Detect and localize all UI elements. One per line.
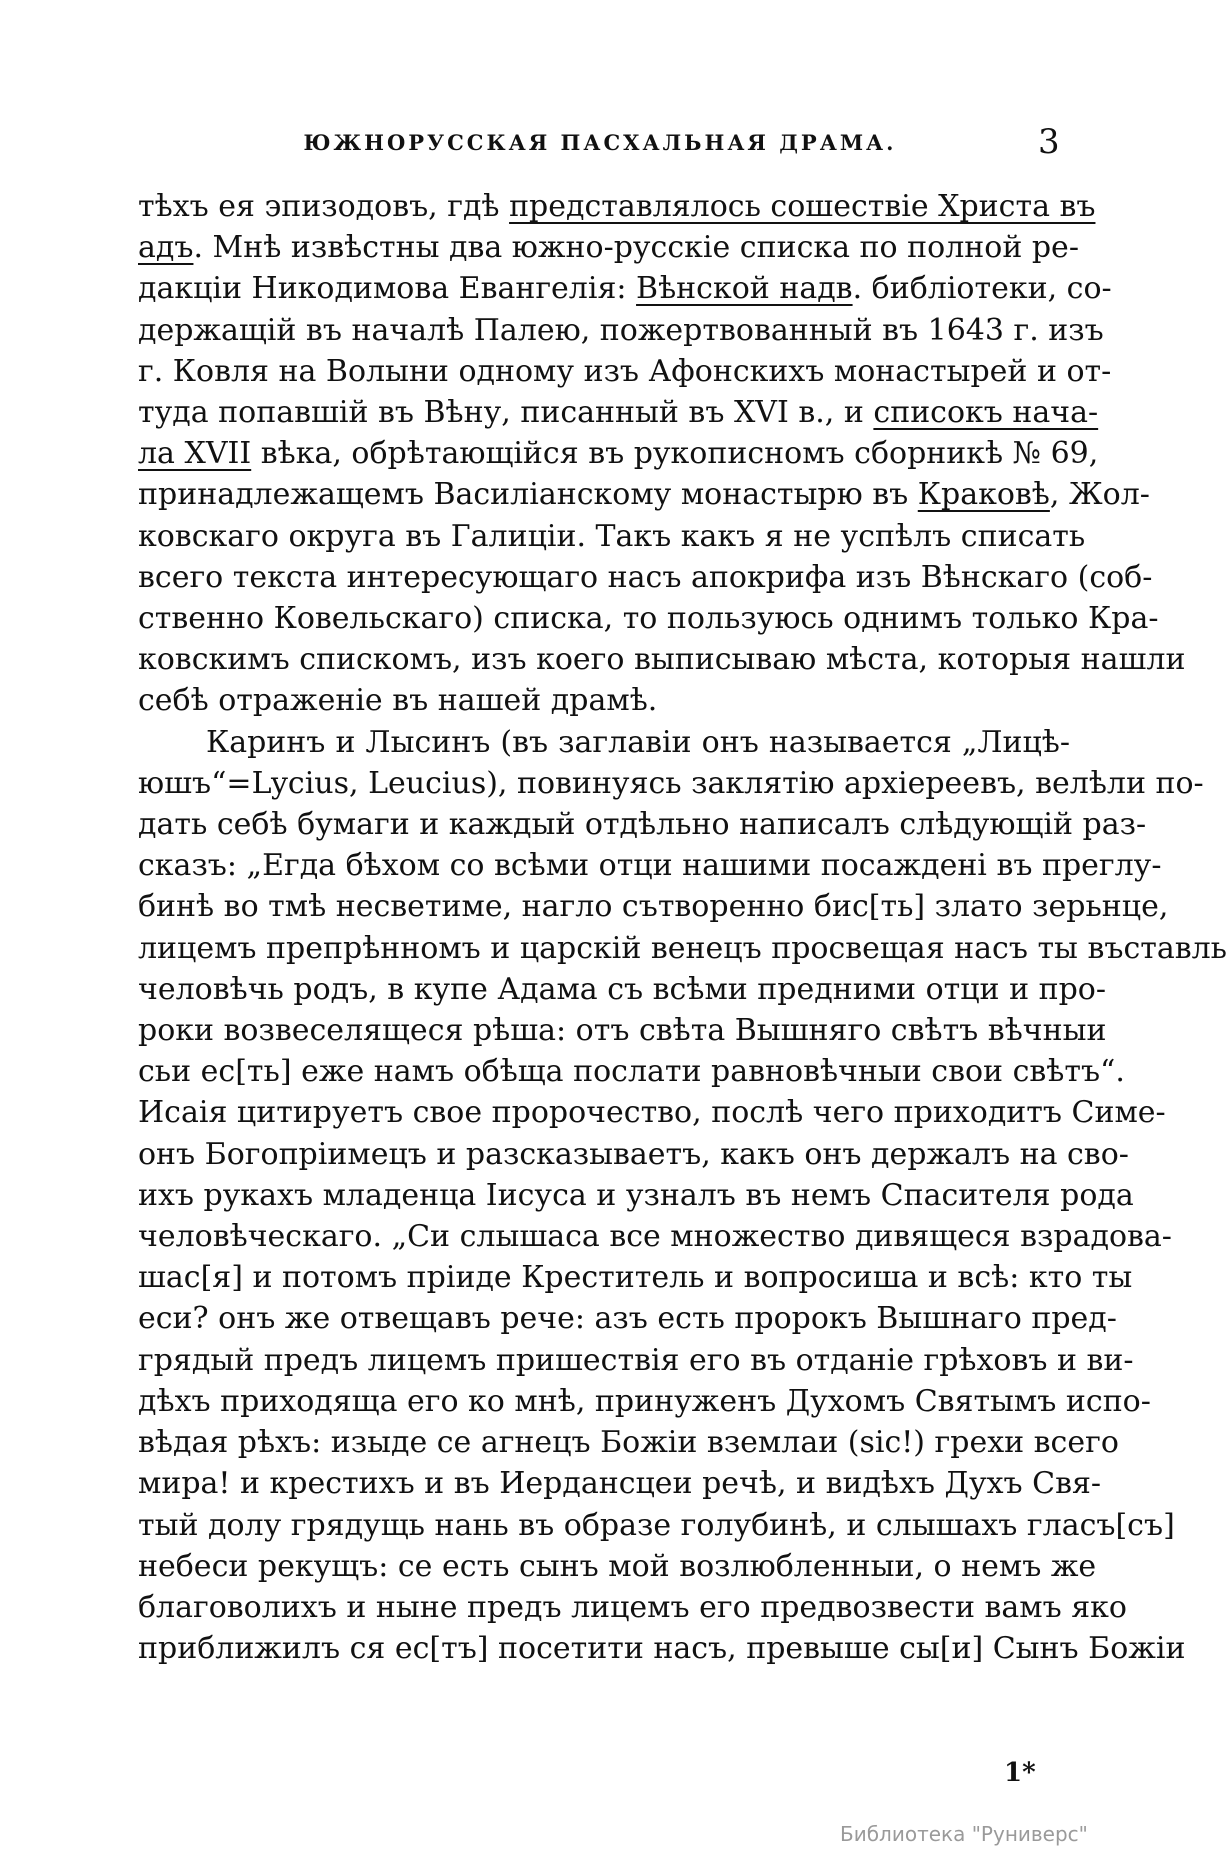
- text-line: приближилъ ся ес[тъ] посетити насъ, превыше сы[и] Сынъ Божіи: [138, 1631, 1186, 1667]
- text-line: юшъ“=Lycius, Leucius), повинуясь заклятію архіереевъ, велѣли по-: [138, 765, 1204, 801]
- text-line: тѣхъ ея эпизодовъ, гдѣ представлялось сошествіе Христа въ: [138, 189, 1096, 224]
- text-line: Исаія цитируетъ свое пророчество, послѣ чего приходитъ Симе-: [138, 1095, 1166, 1131]
- underlined-text: представлялось сошествіе Христа въ: [509, 189, 1096, 224]
- text-line: онъ Богопріимецъ и разсказываетъ, какъ онъ держалъ на сво-: [138, 1136, 1129, 1172]
- text-line: мира! и крестихъ и въ Иердансцеи речѣ, и видѣхъ Духъ Свя-: [138, 1466, 1102, 1502]
- library-watermark: Библиотека "Руниверс": [840, 1822, 1088, 1846]
- underlined-text: адъ: [138, 230, 194, 266]
- text-line: лицемъ препрѣнномъ и царскій венецъ просвещая насъ ты въставль: [138, 930, 1227, 966]
- running-head: [0, 122, 1200, 162]
- text-line: бинѣ во тмѣ несветиме, нагло сътворенно бис[ть] злато зерьнце,: [138, 889, 1169, 925]
- running-title: ЮЖНОРУССКАЯ ПАСХАЛЬНАЯ ДРАМА.: [303, 130, 897, 155]
- page-number: 3: [1038, 122, 1060, 162]
- text-line: еси? онъ же отвещавъ рече: азъ есть пророкъ Вышнаго пред-: [138, 1301, 1117, 1337]
- underlined-text: Краковѣ: [917, 477, 1050, 513]
- text-line: дѣхъ приходяща его ко мнѣ, принуженъ Духомъ Святымъ испо-: [138, 1383, 1151, 1419]
- text-line: ихъ рукахъ младенца Іисуса и узналъ въ немъ Спасителя рода: [138, 1177, 1134, 1213]
- underlined-text: Вѣнской надв: [636, 271, 853, 307]
- text-line: дакціи Никодимова Евангелія: Вѣнской надв. библіотеки, со-: [138, 271, 1112, 307]
- underlined-text: ла XVII: [138, 436, 252, 472]
- text-line: сьи ес[ть] еже намъ обѣща послати равновѣчныи свои свѣтъ“.: [138, 1054, 1125, 1090]
- text-line: небеси рекущъ: се есть сынъ мой возлюбленныи, о немъ же: [138, 1548, 1097, 1584]
- text-line: грядый предъ лицемъ пришествія его въ отданіе грѣховъ и ви-: [138, 1342, 1134, 1378]
- text-line: благоволихъ и ныне предъ лицемъ его предвозвести вамъ яко: [138, 1589, 1127, 1625]
- text-line: человѣчь родъ, в купе Адама съ всѣми предними отци и про-: [138, 971, 1106, 1007]
- text-line: держащій въ началѣ Палею, пожертвованный въ 1643 г. изъ: [138, 312, 1104, 348]
- text-line: принадлежащемъ Василіанскому монастырю въ Краковѣ, Жол-: [138, 477, 1150, 513]
- text-line: адъ. Мнѣ извѣстны два южно-русскіе списка по полной ре-: [138, 230, 1079, 266]
- text-line: туда попавшій въ Вѣну, писанный въ XVI в., и списокъ нача-: [138, 395, 1099, 431]
- text-line: вѣдая рѣхъ: изыде се агнецъ Божіи вземлаи (sic!) грехи всего: [138, 1425, 1119, 1461]
- text-line: г. Ковля на Волыни одному изъ Афонскихъ монастырей и от-: [138, 353, 1112, 389]
- text-line: шас[я] и потомъ пріиде Креститель и вопросиша и всѣ: кто ты: [138, 1260, 1133, 1296]
- text-line: Каринъ и Лысинъ (въ заглавіи онъ называется „Лицѣ-: [206, 724, 1070, 760]
- text-line: тый долу грядущь нань въ образе голубинѣ, и слышахъ гласъ[съ]: [138, 1507, 1175, 1543]
- signature-mark: 1*: [1004, 1758, 1036, 1788]
- underlined-text: списокъ нача-: [873, 395, 1099, 431]
- text-line: ственно Ковельскаго) списка, то пользуюсь однимъ только Кра-: [138, 601, 1159, 637]
- body-text: [138, 186, 1227, 1669]
- text-line: дать себѣ бумаги и каждый отдѣльно написалъ слѣдующій раз-: [138, 807, 1147, 843]
- text-line: ла XVII вѣка, обрѣтающійся въ рукописномъ сборникѣ № 69,: [138, 436, 1099, 472]
- text-line: сказъ: „Егда бѣхом со всѣми отци нашими посаждені въ преглу-: [138, 848, 1162, 884]
- text-line: человѣческаго. „Си слышаса все множество дивящеся взрадова-: [138, 1219, 1172, 1255]
- text-line: ковскимъ спискомъ, изъ коего выписываю мѣста, которыя нашли: [138, 642, 1186, 678]
- text-line: роки возвеселящеся рѣша: отъ свѣта Вышняго свѣтъ вѣчныи: [138, 1013, 1107, 1049]
- text-line: себѣ отраженіе въ нашей драмѣ.: [138, 683, 658, 719]
- text-line: ковскаго округа въ Галиціи. Такъ какъ я не успѣлъ списать: [138, 518, 1086, 554]
- text-line: всего текста интересующаго насъ апокрифа изъ Вѣнскаго (соб-: [138, 559, 1153, 595]
